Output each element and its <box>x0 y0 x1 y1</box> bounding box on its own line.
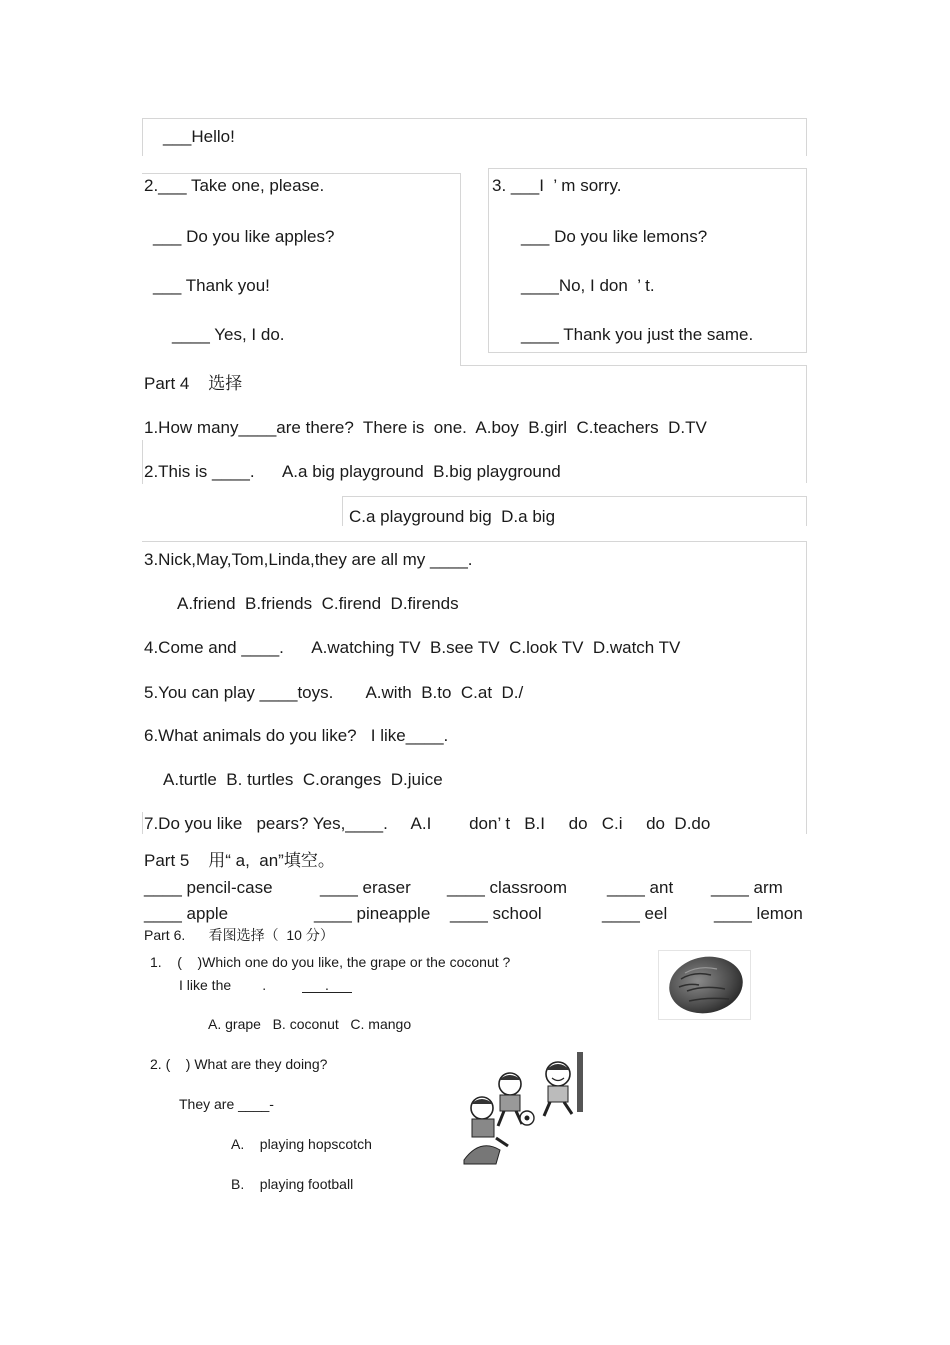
part6-q1: 1. ( )Which one do you like, the grape or the coconut ? <box>150 954 511 970</box>
border-line <box>806 365 807 483</box>
border-line <box>488 168 807 169</box>
part5-word: ____ arm <box>711 878 783 897</box>
border-line <box>142 812 143 834</box>
border-line <box>142 440 143 484</box>
part5-word: ____ ant <box>607 878 674 897</box>
football-players-image <box>460 1050 595 1166</box>
hello-line: ___Hello! <box>163 127 235 146</box>
part5-word: ____ apple <box>144 904 229 923</box>
part6-q2-option-b: B. playing football <box>231 1176 354 1192</box>
part6-heading: Part 6. 看图选择（ 10 分） <box>144 927 334 943</box>
q3-line-3: ____ Thank you just the same. <box>521 325 754 344</box>
border-line <box>460 365 807 366</box>
part6-q1-answer: I like the . <box>179 977 267 993</box>
part5-word: ____ eraser <box>320 878 411 897</box>
part6-q1-options: A. grape B. coconut C. mango <box>208 1016 412 1032</box>
part6-q1-blank: . <box>302 976 352 993</box>
part5-word: ____ school <box>450 904 542 923</box>
part4-q4: 4.Come and ____. A.watching TV B.see TV C.look TV D.watch TV <box>144 638 681 657</box>
border-line <box>806 496 807 526</box>
border-line <box>142 173 460 174</box>
border-line <box>460 173 461 365</box>
q2-line-2: ___ Thank you! <box>153 276 270 295</box>
part5-word: ____ classroom <box>447 878 568 897</box>
part4-q3-options: A.friend B.friends C.firend D.firends <box>177 594 459 613</box>
part4-q7: 7.Do you like pears? Yes,____. A.I don’ t B.I do C.i do D.do <box>144 814 711 833</box>
border-line <box>488 168 489 353</box>
part5-word: ____ pineapple <box>314 904 431 923</box>
border-line <box>806 118 807 156</box>
part4-q5: 5.You can play ____toys. A.with B.to C.at D./ <box>144 683 524 702</box>
part5-word: ____ lemon <box>714 904 803 923</box>
part6-q2-answer: They are ____- <box>179 1096 274 1112</box>
border-line <box>806 541 807 834</box>
q2-line-1: ___ Do you like apples? <box>153 227 335 246</box>
border-line <box>806 168 807 353</box>
coconut-icon <box>659 951 750 1019</box>
border-line <box>342 496 807 497</box>
border-line <box>342 496 343 526</box>
part4-q2: 2.This is ____. A.a big playground B.big playground <box>144 462 561 481</box>
q3-line-1: ___ Do you like lemons? <box>521 227 708 246</box>
q3-line-2: ____No, I don ’ t. <box>521 276 655 295</box>
part4-q3: 3.Nick,May,Tom,Linda,they are all my ____. <box>144 550 473 569</box>
part4-q6-options: A.turtle B. turtles C.oranges D.juice <box>163 770 443 789</box>
q2-title: 2.___ Take one, please. <box>144 176 325 195</box>
part5-word: ____ pencil-case <box>144 878 273 897</box>
border-line <box>488 352 807 353</box>
coconut-image <box>658 950 751 1020</box>
part6-q2: 2. ( ) What are they doing? <box>150 1056 328 1072</box>
border-line <box>142 118 143 156</box>
q2-line-3: ____ Yes, I do. <box>172 325 285 344</box>
part6-q2-option-a: A. playing hopscotch <box>231 1136 372 1152</box>
part4-q1: 1.How many____are there? There is one. A.boy B.girl C.teachers D.TV <box>144 418 707 437</box>
border-line <box>142 541 807 542</box>
border-line <box>142 118 807 119</box>
q3-title: 3. ___I ’ m sorry. <box>492 176 622 195</box>
part4-q2-options: C.a playground big D.a big <box>349 507 556 526</box>
kids-football-icon <box>460 1050 595 1166</box>
part5-heading: Part 5 用“ a, an”填空。 <box>144 851 335 870</box>
part5-word: ____ eel <box>602 904 668 923</box>
part4-q6: 6.What animals do you like? I like____. <box>144 726 449 745</box>
part4-heading: Part 4 选择 <box>144 374 243 393</box>
